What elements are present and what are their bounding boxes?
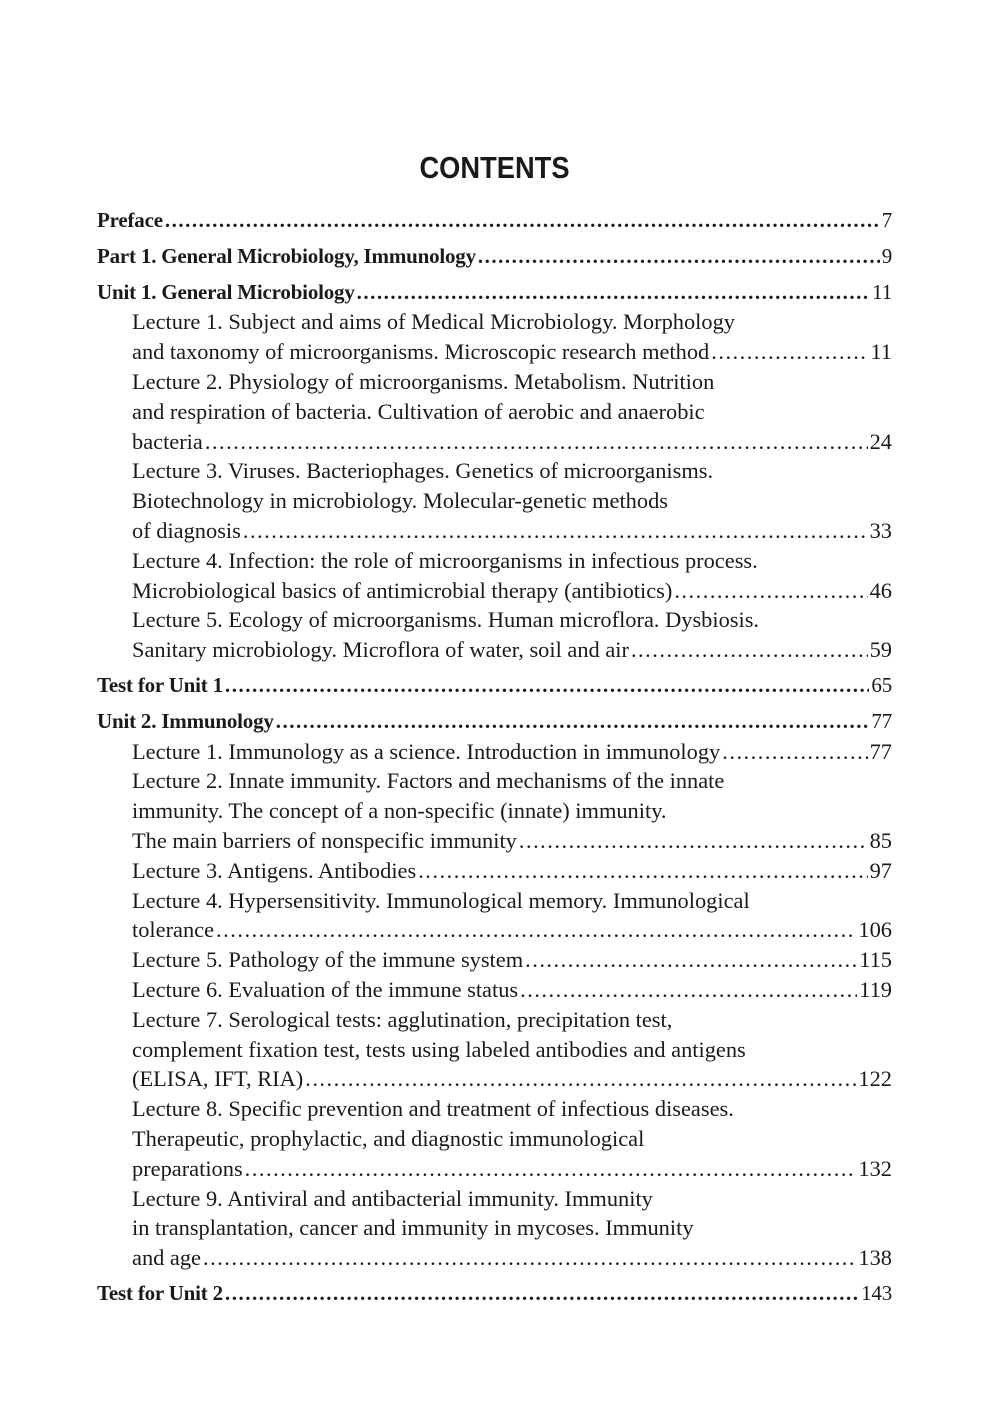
toc-lecture-entry[interactable] [97, 1184, 892, 1273]
toc-entry-text-line: and respiration of bacteria. Cultivation of aerobic and anaerobic [132, 398, 705, 424]
dot-leader [478, 242, 880, 272]
toc-entry-text-line: Sanitary microbiology. Microflora of water, soil and air [132, 637, 629, 663]
toc-entry-text-line: Lecture 4. Hypersensitivity. Immunological memory. Immunological [132, 887, 750, 913]
toc-entry-text-line: preparations [132, 1155, 243, 1181]
toc-entry-text-line: Lecture 1. Immunology as a science. Introduction in immunology [132, 738, 721, 764]
toc-entry-text-line: tolerance [132, 917, 215, 943]
toc-entry-final-line [132, 826, 892, 856]
page-number: 46 [869, 577, 892, 603]
toc-entry-text-line: Lecture 5. Pathology of the immune system [132, 947, 524, 973]
page-number: 59 [869, 637, 892, 663]
toc-heading-entry[interactable] [97, 671, 892, 701]
toc-entry-final-line [132, 1243, 892, 1273]
toc-entry-final-line [132, 427, 892, 457]
page-number: 11 [872, 279, 892, 304]
toc-entry-final-line [97, 242, 892, 272]
toc-entry-final-line [97, 206, 892, 236]
toc-heading-entry[interactable] [97, 278, 892, 308]
dot-leader [225, 671, 869, 701]
toc-lecture-entry[interactable] [97, 1094, 892, 1183]
toc-entry-final-line [97, 278, 892, 308]
toc-entry-text-line: complement fixation test, tests using labeled antibodies and antigens [132, 1036, 746, 1062]
toc-entry-text-line: Test for Unit 2 [97, 1280, 223, 1305]
toc-entry-text-line: and taxonomy of microorganisms. Microscopic research method [132, 339, 710, 365]
toc-entry-text-line: Lecture 3. Viruses. Bacteriophages. Genetics of microorganisms. [132, 458, 714, 484]
toc-entry-final-line [132, 975, 892, 1005]
toc-entry-text-line: Lecture 1. Subject and aims of Medical Microbiology. Morphology [132, 309, 735, 335]
dot-leader [203, 1243, 856, 1273]
dot-leader [205, 427, 868, 457]
toc-lecture-entry[interactable] [97, 856, 892, 886]
toc-entry-text-line: (ELISA, IFT, RIA) [132, 1066, 304, 1092]
dot-leader [525, 945, 857, 975]
toc-entry-text-line: Therapeutic, prophylactic, and diagnostic immunological [132, 1125, 645, 1151]
dot-leader [225, 1279, 859, 1309]
toc-entry-text-line: Test for Unit 1 [97, 672, 223, 697]
toc-lecture-entry[interactable] [97, 766, 892, 855]
toc-lecture-entry[interactable] [97, 886, 892, 946]
toc-heading-entry[interactable] [97, 1279, 892, 1309]
dot-leader [276, 707, 870, 737]
dot-leader [165, 206, 880, 236]
page-number: 65 [871, 672, 892, 697]
dot-leader [519, 826, 868, 856]
page-number: 77 [871, 708, 892, 733]
toc-entry-text-line: Lecture 7. Serological tests: agglutination, precipitation test, [132, 1006, 673, 1032]
toc-entry-final-line [132, 945, 892, 975]
toc-lecture-entry[interactable] [97, 975, 892, 1005]
toc-entry-text-line: Lecture 4. Infection: the role of microorganisms in infectious process. [132, 547, 758, 573]
toc-lecture-entry[interactable] [97, 605, 892, 665]
dot-leader [722, 737, 867, 767]
page-number: 122 [858, 1066, 892, 1092]
dot-leader [631, 635, 868, 665]
page-number: 11 [870, 339, 892, 365]
dot-leader [305, 1064, 856, 1094]
dot-leader [418, 856, 867, 886]
table-of-contents [97, 200, 892, 1309]
toc-entry-text-line: Lecture 8. Specific prevention and treatment of infectious diseases. [132, 1096, 734, 1122]
toc-heading-entry[interactable] [97, 206, 892, 236]
page-number: 77 [869, 738, 892, 764]
dot-leader [245, 1154, 857, 1184]
toc-entry-text-line: Unit 1. General Microbiology [97, 279, 355, 304]
toc-entry-final-line [97, 1279, 892, 1309]
toc-entry-final-line [132, 516, 892, 546]
toc-lecture-entry[interactable] [97, 737, 892, 767]
page-number: 106 [858, 917, 892, 943]
page-number: 115 [859, 947, 892, 973]
toc-entry-text-line: Lecture 3. Antigens. Antibodies [132, 857, 417, 883]
toc-entry-final-line [97, 707, 892, 737]
toc-heading-entry[interactable] [97, 242, 892, 272]
toc-lecture-entry[interactable] [97, 1005, 892, 1094]
toc-entry-text-line: Microbiological basics of antimicrobial therapy (antibiotics) [132, 577, 673, 603]
page-number: 138 [858, 1245, 892, 1271]
page-number: 97 [869, 857, 892, 883]
dot-leader [674, 576, 867, 606]
dot-leader [243, 516, 868, 546]
toc-lecture-entry[interactable] [97, 945, 892, 975]
toc-entry-text-line: of diagnosis [132, 517, 241, 543]
page-number: 24 [869, 428, 892, 454]
toc-entry-final-line [132, 337, 892, 367]
page-title: CONTENTS [419, 150, 570, 185]
toc-entry-final-line [132, 635, 892, 665]
page-number: 85 [869, 827, 892, 853]
toc-entry-final-line [132, 737, 892, 767]
toc-entry-text-line: Lecture 2. Physiology of microorganisms. Metabolism. Nutrition [132, 368, 715, 394]
toc-lecture-entry[interactable] [97, 456, 892, 545]
toc-entry-text-line: and age [132, 1245, 201, 1271]
page-number: 33 [869, 517, 892, 543]
toc-lecture-entry[interactable] [97, 546, 892, 606]
toc-entry-final-line [132, 1154, 892, 1184]
toc-entry-text-line: Lecture 2. Innate immunity. Factors and mechanisms of the innate [132, 768, 725, 794]
toc-entry-text-line: in transplantation, cancer and immunity in mycoses. Immunity [132, 1215, 694, 1241]
toc-heading-entry[interactable] [97, 707, 892, 737]
toc-lecture-entry[interactable] [97, 367, 892, 456]
toc-entry-text-line: Biotechnology in microbiology. Molecular-genetic methods [132, 488, 668, 514]
toc-entry-final-line [132, 1064, 892, 1094]
page-number: 119 [859, 976, 892, 1002]
toc-entry-text-line: Preface [97, 208, 163, 232]
toc-entry-text-line: bacteria [132, 428, 203, 454]
toc-entry-text-line: Lecture 6. Evaluation of the immune status [132, 976, 519, 1002]
toc-entry-text-line: Lecture 9. Antiviral and antibacterial immunity. Immunity [132, 1185, 653, 1211]
toc-entry-text-line: Lecture 5. Ecology of microorganisms. Human microflora. Dysbiosis. [132, 607, 760, 633]
toc-entry-text-line: Unit 2. Immunology [97, 708, 274, 733]
toc-entry-final-line [132, 576, 892, 606]
dot-leader [216, 915, 856, 945]
toc-entry-final-line [132, 856, 892, 886]
dot-leader [711, 337, 868, 367]
toc-entry-final-line [97, 671, 892, 701]
dot-leader [520, 975, 857, 1005]
toc-entry-final-line [132, 915, 892, 945]
dot-leader [357, 278, 871, 308]
page-number: 143 [861, 1280, 892, 1305]
toc-entry-text-line: immunity. The concept of a non-specific (innate) immunity. [132, 798, 667, 824]
page-number: 9 [881, 243, 892, 268]
page-number: 7 [881, 208, 892, 232]
page-number: 132 [858, 1155, 892, 1181]
toc-entry-text-line: Part 1. General Microbiology, Immunology [97, 243, 476, 268]
toc-lecture-entry[interactable] [97, 307, 892, 367]
toc-entry-text-line: The main barriers of nonspecific immunity [132, 827, 517, 853]
